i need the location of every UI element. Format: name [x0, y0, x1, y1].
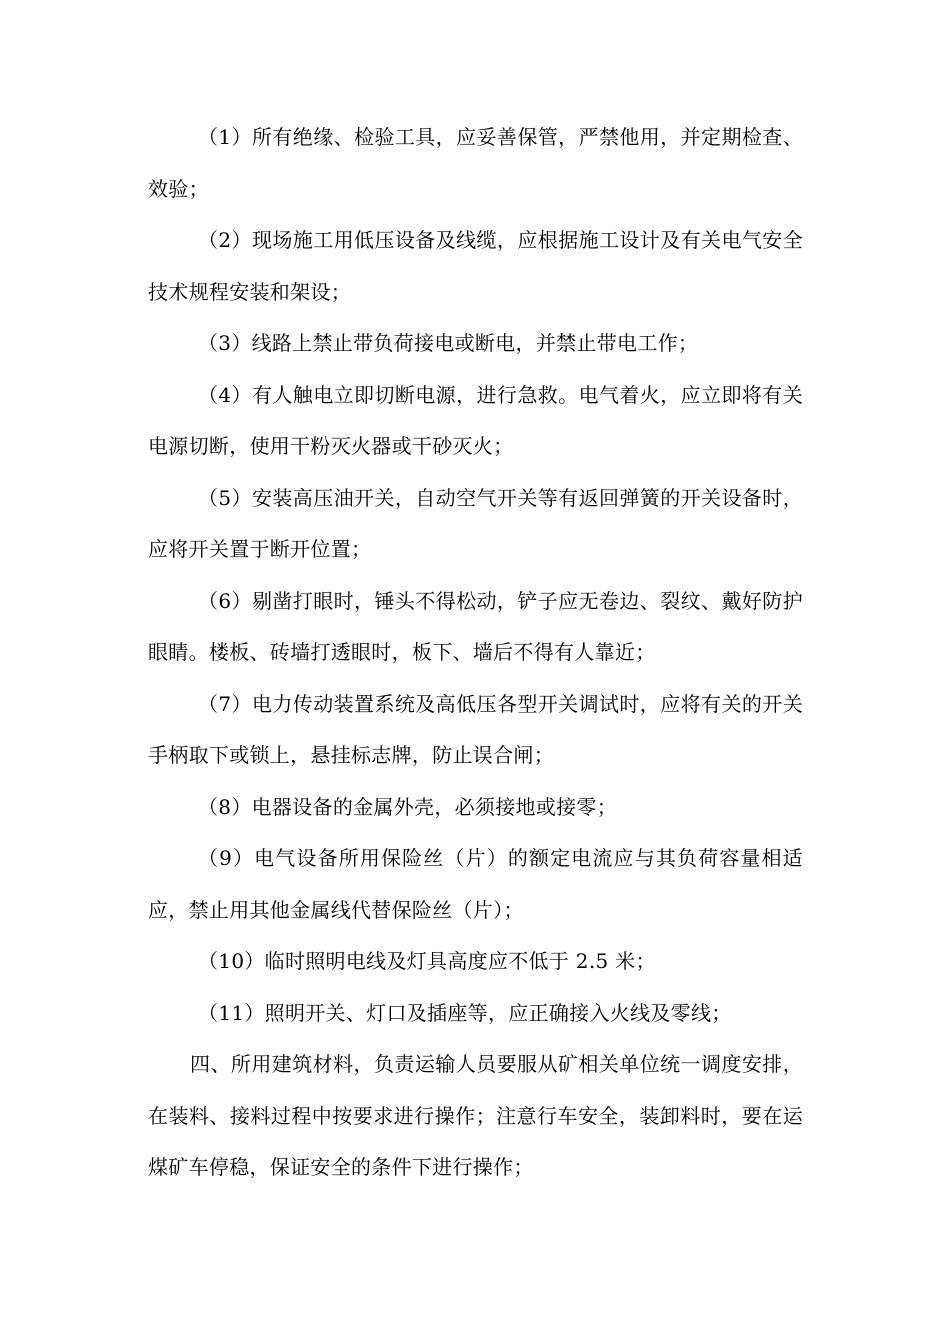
paragraph-item-9: （9）电气设备所用保险丝（片）的额定电流应与其负荷容量相适应，禁止用其他金属线代替保险丝（片）； [148, 846, 803, 922]
paragraph-item-3: （3）线路上禁止带负荷接电或断电，并禁止带电工作； [198, 331, 699, 355]
paragraph-item-4: （4）有人触电立即切断电源，进行急救。电气着火，应立即将有关电源切断，使用干粉灭火器或干砂灭火； [148, 382, 803, 458]
paragraph-item-10: （10）临时照明电线及灯具高度应不低于 2.5 米； [198, 949, 656, 973]
paragraph-item-1: （1）所有绝缘、检验工具，应妥善保管，严禁他用，并定期检查、效验； [148, 125, 803, 201]
paragraph-item-8: （8）电器设备的金属外壳，必须接地或接零； [198, 794, 618, 819]
paragraph-item-7: （7）电力传动装置系统及高低压各型开关调试时，应将有关的开关手柄取下或锁上，悬挂标志牌，防止误合闸； [148, 691, 803, 767]
document-body [148, 112, 803, 1194]
paragraph-item-6: （6）剔凿打眼时，锤头不得松动，铲子应无卷边、裂纹、戴好防护眼睛。楼板、砖墙打透眼时，板下、墙后不得有人靠近； [148, 588, 803, 664]
paragraph-item-11: （11）照明开关、灯口及插座等，应正确接入火线及零线； [198, 1000, 732, 1025]
section-four-paragraph: 四、所用建筑材料，负责运输人员要服从矿相关单位统一调度安排，在装料、接料过程中按要求进行操作；注意行车安全，装卸料时，要在运煤矿车停稳，保证安全的条件下进行操作； [148, 1052, 803, 1179]
paragraph-item-2: （2）现场施工用低压设备及线缆，应根据施工设计及有关电气安全技术规程安装和架设； [148, 228, 803, 304]
paragraph-item-5: （5）安装高压油开关，自动空气开关等有返回弹簧的开关设备时，应将开关置于断开位置； [148, 485, 803, 561]
